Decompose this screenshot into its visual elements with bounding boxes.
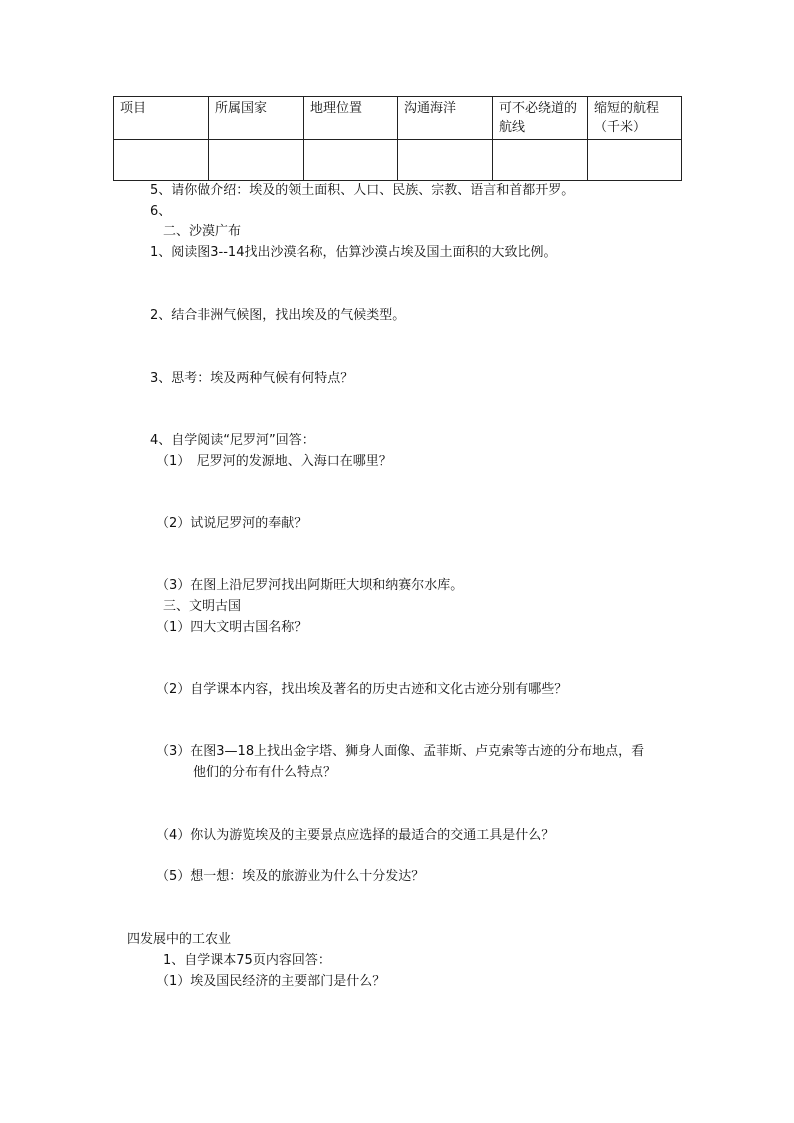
table-header-cell: 沟通海洋 [398, 97, 493, 140]
table-cell [209, 140, 304, 181]
nile-question-2: （2）试说尼罗河的奉献？ [156, 516, 308, 531]
civilization-question-4: （4）你认为游览埃及的主要景点应选择的最适合的交通工具是什么？ [156, 828, 555, 843]
civilization-question-1: （1）四大文明古国名称？ [156, 620, 308, 635]
civilization-question-2: （2）自学课本内容，找出埃及著名的历史古迹和文化古迹分别有哪些？ [156, 682, 568, 697]
section-heading-desert: 二、沙漠广布 [163, 224, 242, 239]
desert-question-4: 4、自学阅读“尼罗河”回答： [150, 433, 315, 448]
table-cell [114, 140, 209, 181]
industry-question-1: 1、自学课本75页内容回答： [163, 953, 331, 968]
table-cell [304, 140, 398, 181]
table-cell [493, 140, 588, 181]
industry-question-1a: （1）埃及国民经济的主要部门是什么？ [156, 974, 386, 989]
desert-question-2: 2、结合非洲气候图，找出埃及的气候类型。 [150, 308, 406, 323]
question-5: 5、请你做介绍：埃及的领土面积、人口、民族、宗教、语言和首都开罗。 [150, 183, 575, 198]
question-6: 6、 [150, 204, 172, 219]
table-row [114, 140, 682, 181]
nile-question-3: （3）在图上沿尼罗河找出阿斯旺大坝和纳赛尔水库。 [156, 578, 464, 593]
nile-question-1: （1） 尼罗河的发源地、入海口在哪里？ [156, 454, 392, 469]
table-cell [398, 140, 493, 181]
table-header-cell: 地理位置 [304, 97, 398, 140]
table-header-cell: 所属国家 [209, 97, 304, 140]
section-heading-civilization: 三、文明古国 [163, 599, 242, 614]
suez-canal-table [113, 96, 682, 181]
desert-question-1: 1、阅读图3--14找出沙漠名称，估算沙漠占埃及国土面积的大致比例。 [150, 245, 557, 260]
desert-question-3: 3、思考：埃及两种气候有何特点？ [150, 371, 354, 386]
civilization-question-3-cont: 他们的分布有什么特点？ [193, 765, 337, 780]
table-cell [588, 140, 682, 181]
table-header-cell: 可不必绕道的航线 [493, 97, 588, 140]
table-header-row [114, 97, 682, 140]
civilization-question-3: （3）在图3—18上找出金字塔、狮身人面像、孟菲斯、卢克索等古迹的分布地点，看 [156, 744, 645, 759]
section-heading-industry: 四发展中的工农业 [127, 932, 232, 947]
civilization-question-5: （5）想一想：埃及的旅游业为什么十分发达？ [156, 869, 425, 884]
table-header-cell: 缩短的航程（千米） [588, 97, 682, 140]
table-header-cell: 项目 [114, 97, 209, 140]
